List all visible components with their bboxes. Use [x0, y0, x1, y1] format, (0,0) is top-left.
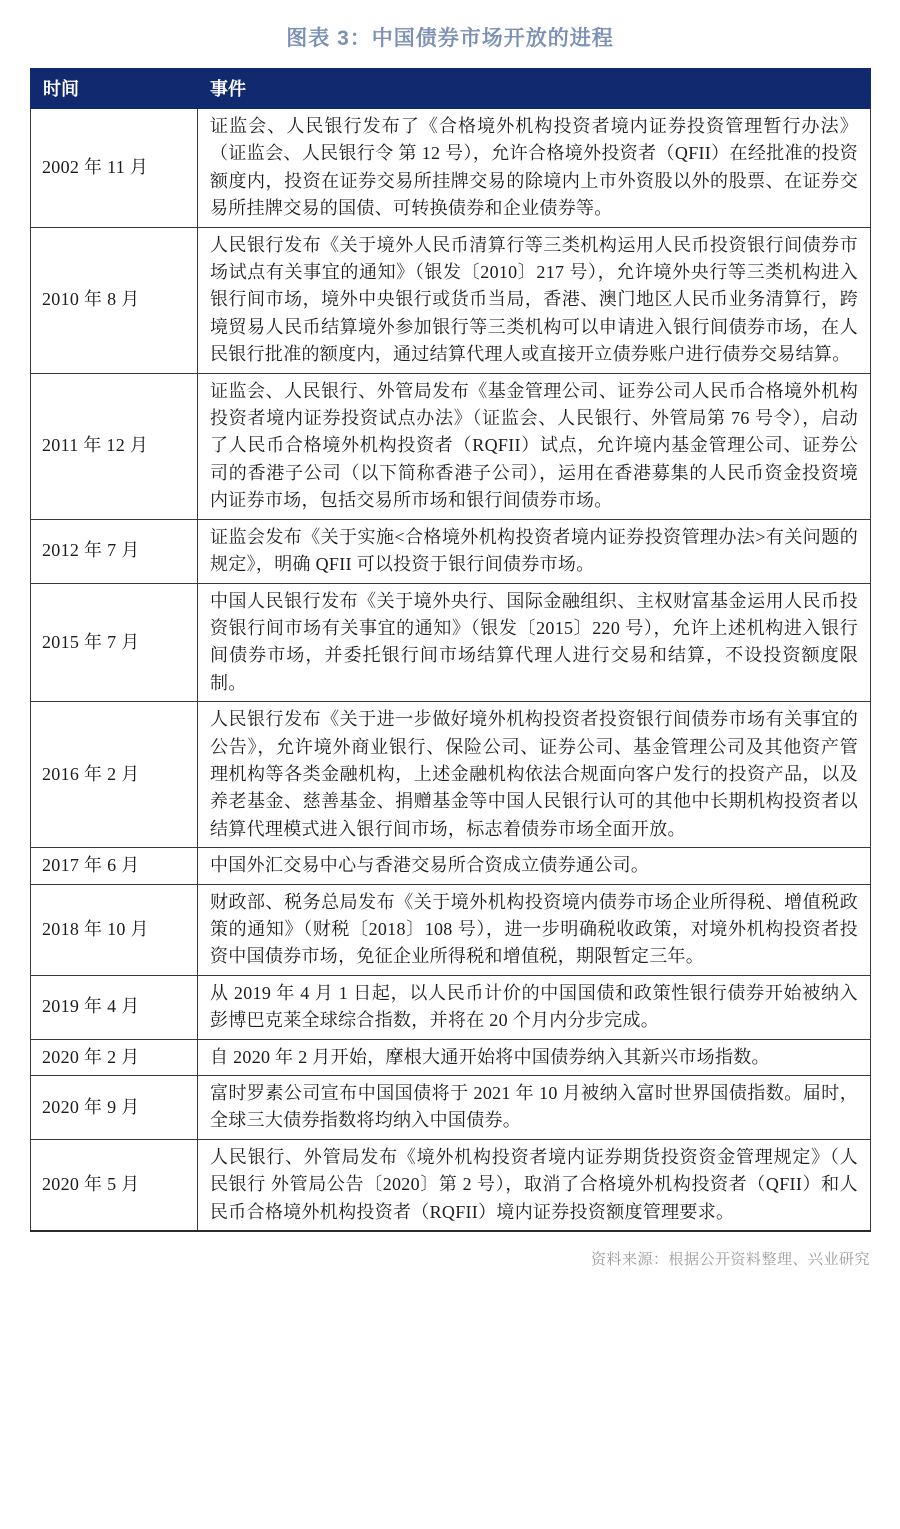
time-cell: 2017 年 6 月 — [31, 848, 198, 884]
header-cell-event: 事件 — [198, 69, 871, 109]
bond-market-timeline-table — [30, 68, 871, 1232]
event-cell: 证监会、人民银行发布了《合格境外机构投资者境内证券投资管理暂行办法》（证监会、人民银行令 第 12 号），允许合格境外投资者（QFII）在经批准的投资额度内，投资在证券交易所挂牌交易的除境内上市外资股以外的股票、在证券交易所挂牌交易的国债、可转换债券和企业债券等。 — [198, 109, 871, 228]
event-cell: 中国人民银行发布《关于境外央行、国际金融组织、主权财富基金运用人民币投资银行间市场有关事宜的通知》（银发〔2015〕220 号），允许上述机构进入银行间债券市场，并委托银行间市场结算代理人进行交易和结算，不设投资额度限制。 — [198, 583, 871, 702]
event-cell: 中国外汇交易中心与香港交易所合资成立债券通公司。 — [198, 848, 871, 884]
event-cell: 人民银行发布《关于进一步做好境外机构投资者投资银行间债券市场有关事宜的公告》，允许境外商业银行、保险公司、证券公司、基金管理公司及其他资产管理机构等各类金融机构，上述金融机构依法合规面向客户发行的投资产品，以及养老基金、慈善基金、捐赠基金等中国人民银行认可的其他中长期机构投资者以结算代理模式进入银行间市场，标志着债券市场全面开放。 — [198, 702, 871, 848]
event-cell: 人民银行、外管局发布《境外机构投资者境内证券期货投资资金管理规定》（人民银行 外管局公告〔2020〕第 2 号），取消了合格境外机构投资者（QFII）和人民币合格境外机构投资者（RQFII）境内证券投资额度管理要求。 — [198, 1139, 871, 1231]
time-cell: 2018 年 10 月 — [31, 884, 198, 975]
table-row — [31, 1039, 871, 1075]
event-cell: 从 2019 年 4 月 1 日起，以人民币计价的中国国债和政策性银行债券开始被纳入彭博巴克莱全球综合指数，并将在 20 个月内分步完成。 — [198, 975, 871, 1039]
table-row — [31, 109, 871, 228]
time-cell: 2002 年 11 月 — [31, 109, 198, 228]
table-row — [31, 1139, 871, 1231]
table-row — [31, 373, 871, 519]
time-cell: 2011 年 12 月 — [31, 373, 198, 519]
table-row — [31, 1076, 871, 1140]
event-cell: 证监会发布《关于实施<合格境外机构投资者境内证券投资管理办法>有关问题的规定》，明确 QFII 可以投资于银行间债券市场。 — [198, 519, 871, 583]
event-cell: 自 2020 年 2 月开始，摩根大通开始将中国债券纳入其新兴市场指数。 — [198, 1039, 871, 1075]
time-cell: 2016 年 2 月 — [31, 702, 198, 848]
time-cell: 2015 年 7 月 — [31, 583, 198, 702]
time-cell: 2012 年 7 月 — [31, 519, 198, 583]
table-row — [31, 848, 871, 884]
time-cell: 2019 年 4 月 — [31, 975, 198, 1039]
table-row — [31, 884, 871, 975]
time-cell: 2010 年 8 月 — [31, 227, 198, 373]
table-body — [31, 109, 871, 1232]
table-row — [31, 583, 871, 702]
event-cell: 财政部、税务总局发布《关于境外机构投资境内债券市场企业所得税、增值税政策的通知》（财税〔2018〕108 号），进一步明确税收政策，对境外机构投资者投资中国债券市场，免征企业所得税和增值税，期限暂定三年。 — [198, 884, 871, 975]
event-cell: 证监会、人民银行、外管局发布《基金管理公司、证券公司人民币合格境外机构投资者境内证券投资试点办法》（证监会、人民银行、外管局第 76 号令），启动了人民币合格境外机构投资者（RQFII）试点，允许境内基金管理公司、证券公司的香港子公司（以下简称香港子公司），运用在香港募集的人民币资金投资境内证券市场，包括交易所市场和银行间债券市场。 — [198, 373, 871, 519]
time-cell: 2020 年 9 月 — [31, 1076, 198, 1140]
time-cell: 2020 年 5 月 — [31, 1139, 198, 1231]
source-note: 资料来源：根据公开资料整理、兴业研究 — [590, 1251, 870, 1269]
event-cell: 人民银行发布《关于境外人民币清算行等三类机构运用人民币投资银行间债券市场试点有关事宜的通知》（银发〔2010〕217 号），允许境外央行等三类机构进入银行间市场，境外中央银行或货币当局，香港、澳门地区人民币业务清算行，跨境贸易人民币结算境外参加银行等三类机构可以申请进入银行间债券市场，在人民银行批准的额度内，通过结算代理人或直接开立债券账户进行债券交易结算。 — [198, 227, 871, 373]
event-cell: 富时罗素公司宣布中国国债将于 2021 年 10 月被纳入富时世界国债指数。届时，全球三大债券指数将均纳入中国债券。 — [198, 1076, 871, 1140]
table-row — [31, 975, 871, 1039]
table-row — [31, 227, 871, 373]
header-cell-time: 时间 — [31, 69, 198, 109]
time-cell: 2020 年 2 月 — [31, 1039, 198, 1075]
figure-title: 图表 3：中国债券市场开放的进程 — [286, 27, 614, 50]
table-header — [31, 69, 871, 109]
table-row — [31, 519, 871, 583]
table-row — [31, 702, 871, 848]
